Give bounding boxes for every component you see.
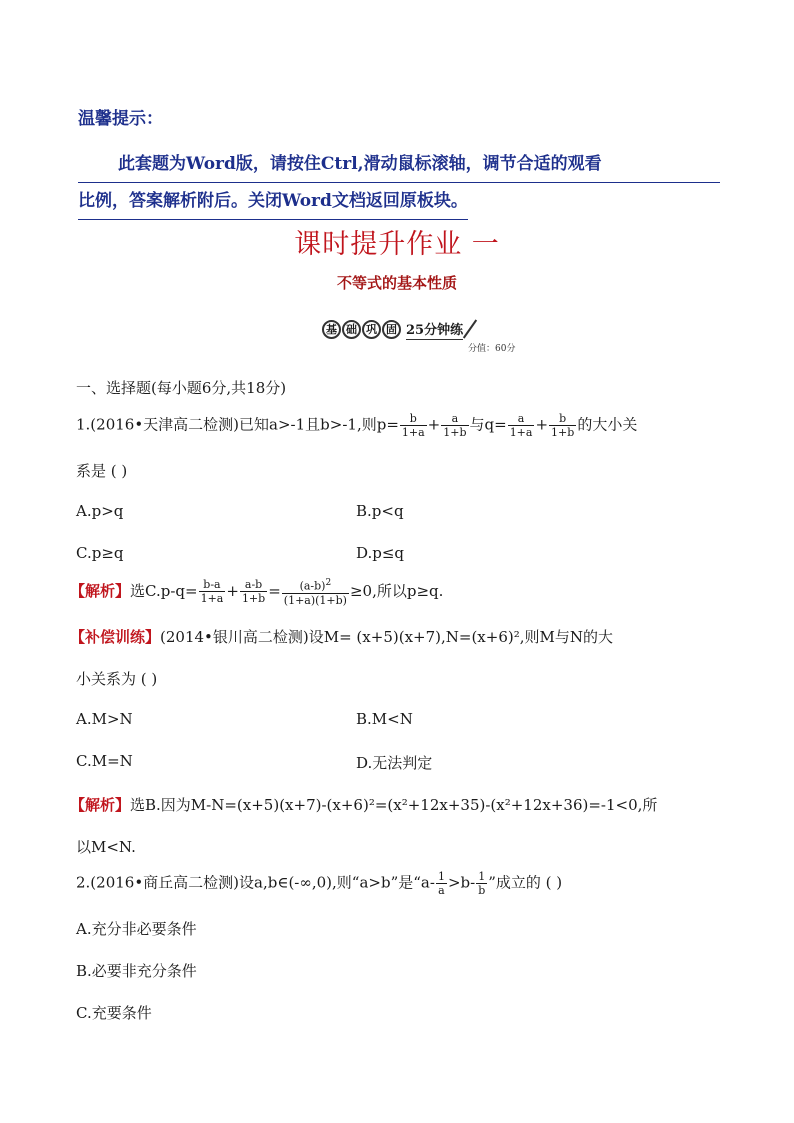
badge-char: 固	[382, 320, 401, 339]
fraction: $\frac{b}{1+a}$	[401, 412, 425, 439]
q1-option-b: B.p<q	[356, 502, 404, 520]
q1-lead: 1.(2016•天津高二检测)已知a>-1且b>-1,则p=	[76, 415, 399, 434]
badge-score: 分值：60分	[468, 344, 516, 354]
q2-option-a: A.充分非必要条件	[76, 920, 197, 938]
section-badge	[322, 318, 471, 340]
slash-icon	[463, 319, 477, 338]
tip-line-1: 此套题为Word版，请按住Ctrl,滑动鼠标滚轴，调节合适的观看	[78, 146, 720, 183]
question-2: 2.(2016•商丘高二检测)设a,b∈(-∞,0),则“a>b”是“a- $\frac{1}{a}$ >b- $\frac{1}{b}$ ”成立的 ( )	[76, 870, 563, 897]
comp-line-2: 小关系为 ( )	[76, 670, 158, 688]
comp-option-d: D.无法判定	[356, 754, 433, 772]
page-subtitle: 不等式的基本性质	[336, 274, 457, 292]
fraction: $\frac{a}{1+a}$	[509, 412, 533, 439]
fraction: $\frac{(a-b)^2}{(1+a)(1+b)}$	[283, 578, 347, 607]
q2-option-c: C.充要条件	[76, 1004, 152, 1022]
comp-option-a: A.M>N	[76, 710, 133, 728]
compensation-training: 【补偿训练】(2014•银川高二检测)设M= (x+5)(x+7),N=(x+6)²,则M与N的大	[70, 628, 613, 646]
question-1: 1.(2016•天津高二检测)已知a>-1且b>-1,则p= $\frac{b}{1+a}$ + $\frac{a}{1+b}$ 与q= $\frac{a}{1+a}$ + $\frac{b}{1+b}$ 的大小关	[76, 412, 638, 439]
solution-tag: 【解析】	[70, 796, 131, 814]
badge-char: 巩	[362, 320, 381, 339]
section-heading: 一、选择题(每小题6分,共18分)	[76, 379, 287, 397]
solution-2: 【解析】选B.因为M-N=(x+5)(x+7)-(x+6)²=(x²+12x+35)-(x²+12x+36)=-1<0,所	[70, 796, 658, 814]
page-title: 课时提升作业 一	[294, 229, 500, 260]
badge-char: 础	[342, 320, 361, 339]
fraction: $\frac{1}{a}$	[437, 870, 445, 897]
compensation-tag: 【补偿训练】	[70, 628, 161, 646]
solution-1: 【解析】选C.p-q= $\frac{b-a}{1+a}$ + $\frac{a-b}{1+b}$ = $\frac{(a-b)^2}{(1+a)(1+b)}$ ≥0,所以p≥q.	[70, 578, 444, 607]
fraction: $\frac{a}{1+b}$	[443, 412, 467, 439]
fraction: $\frac{1}{b}$	[478, 870, 486, 897]
comp-option-b: B.M<N	[356, 710, 413, 728]
q1-option-d: D.p≤q	[356, 544, 405, 562]
q1-option-a: A.p>q	[76, 502, 124, 520]
fraction: $\frac{b}{1+b}$	[551, 412, 575, 439]
tip-line-2: 比例，答案解析附后。关闭Word文档返回原板块。	[78, 183, 468, 220]
q1-line-2: 系是 ( )	[76, 462, 128, 480]
solution-tag: 【解析】	[70, 581, 131, 600]
badge-char: 基	[322, 320, 341, 339]
badge-time: 25分钟练	[406, 319, 463, 340]
tip-heading: 温馨提示：	[78, 109, 163, 129]
q1-option-c: C.p≥q	[76, 544, 124, 562]
sol2-line-2: 以M<N.	[76, 838, 136, 856]
fraction: $\frac{a-b}{1+b}$	[241, 578, 266, 606]
fraction: $\frac{b-a}{1+a}$	[200, 578, 224, 606]
q2-option-b: B.必要非充分条件	[76, 962, 197, 980]
comp-option-c: C.M=N	[76, 752, 133, 770]
tip-body	[78, 146, 720, 220]
